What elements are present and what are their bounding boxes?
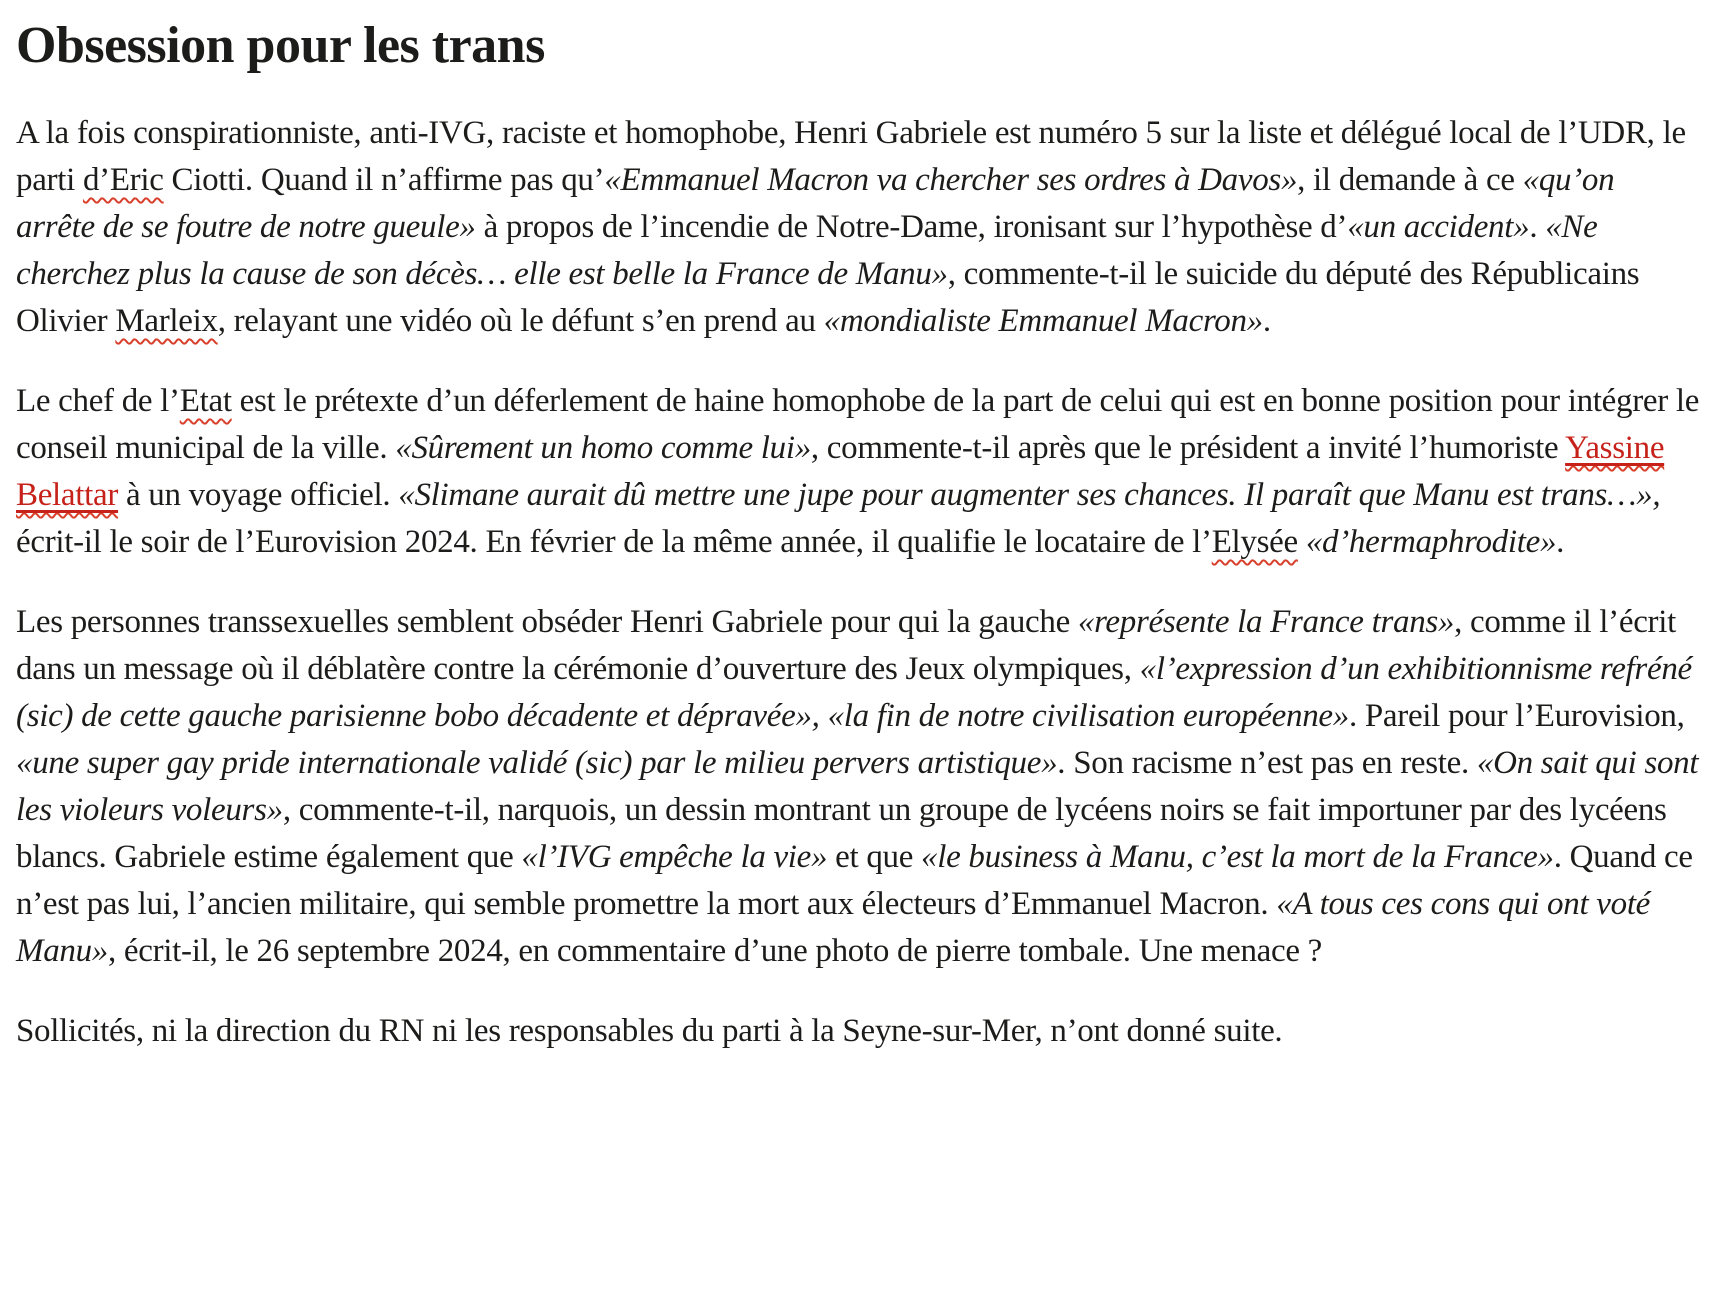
- quoted-text: «Emmanuel Macron va chercher ses ordres à Davos»: [604, 161, 1298, 198]
- text-segment: .: [1529, 208, 1546, 245]
- paragraph-3: [16, 599, 1700, 975]
- text-segment: à propos de l’incendie de Notre-Dame, ironisant sur l’hypothèse d’: [475, 208, 1348, 245]
- quoted-text: «Sûrement un homo comme lui»: [395, 429, 811, 466]
- paragraph-2: [16, 378, 1700, 566]
- article-title: Obsession pour les trans: [16, 17, 545, 74]
- quoted-text: «mondialiste Emmanuel Macron»: [823, 302, 1263, 339]
- misspelled-word: Etat: [179, 382, 232, 419]
- text-segment: , il demande à ce: [1297, 161, 1523, 198]
- quoted-text: «d’hermaphrodite»: [1305, 523, 1557, 560]
- quoted-text: «Ne cherchez plus la cause de son décès… elle est belle la France de Manu»: [16, 208, 1598, 292]
- quoted-text: «un accident»: [1347, 208, 1530, 245]
- text-segment: . Son racisme n’est pas en reste.: [1057, 744, 1477, 781]
- quoted-text: «On sait qui sont les violeurs voleurs»: [16, 744, 1699, 828]
- text-segment: .: [1262, 302, 1271, 339]
- text-segment: Les personnes transsexuelles semblent obséder Henri Gabriele pour qui la gauche: [16, 603, 1078, 640]
- quoted-text: «une super gay pride internationale validé (sic) par le milieu pervers artistique»: [16, 744, 1058, 781]
- quoted-text: «A tous ces cons qui ont voté Manu»: [16, 885, 1651, 969]
- quoted-text: «Slimane aurait dû mettre une jupe pour augmenter ses chances. Il paraît que Manu est trans…»,: [398, 476, 1661, 513]
- text-segment: et que: [827, 838, 922, 875]
- quoted-text: «l’IVG empêche la vie»: [521, 838, 828, 875]
- misspelled-word: Marleix: [115, 302, 218, 339]
- paragraph-4: [16, 1008, 1700, 1055]
- text-segment: . Quand ce n’est pas lui, l’ancien militaire, qui semble promettre la mort aux électeurs d’Emmanuel Macron.: [16, 838, 1693, 922]
- text-segment: , écrit-il, le 26 septembre 2024, en commentaire d’une photo de pierre tombale. Une menace ?: [108, 932, 1322, 969]
- text-segment: , comme il l’écrit dans un message où il déblatère contre la cérémonie d’ouverture des Jeux olympiques,: [16, 603, 1676, 687]
- misspelled-word: Elysée: [1211, 523, 1298, 560]
- quoted-text: «l’expression d’un exhibitionnisme refréné (sic) de cette gauche parisienne bobo décadente et dépravée», «la fin de notre civilisation européenne»: [16, 650, 1692, 734]
- quoted-text: «le business à Manu, c’est la mort de la France»: [921, 838, 1554, 875]
- text-segment: à un voyage officiel.: [118, 476, 399, 513]
- text-segment: Sollicités, ni la direction du RN ni les responsables du parti à la Seyne-sur-Mer, n’ont donné suite.: [16, 1012, 1283, 1049]
- text-segment: [1298, 524, 1306, 560]
- text-segment: , commente-t-il le suicide du député des Républicains Olivier: [16, 255, 1640, 339]
- text-segment: A la fois conspirationniste, anti-IVG, raciste et homophobe, Henri Gabriele est numéro 5 sur la liste et délégué local de l’UDR, le parti: [16, 114, 1686, 198]
- yassine-belattar-link[interactable]: Yassine Belattar: [16, 429, 1665, 513]
- misspelled-word: d’Eric: [82, 161, 164, 198]
- text-segment: , relayant une vidéo où le défunt s’en prend au: [217, 302, 824, 339]
- text-segment: Le chef de l’: [16, 382, 180, 419]
- quoted-text: «qu’on arrête de se foutre de notre gueule»: [16, 161, 1615, 245]
- article-body: [16, 110, 1700, 1055]
- quoted-text: «représente la France trans»: [1077, 603, 1455, 640]
- text-segment: , commente-t-il, narquois, un dessin montrant un groupe de lycéens noirs se fait importuner par des lycéens blancs. Gabriele estime également que: [16, 791, 1667, 875]
- text-segment: , commente-t-il après que le président a invité l’humoriste: [810, 429, 1566, 466]
- text-segment: Ciotti. Quand il n’affirme pas qu’: [163, 161, 605, 198]
- paragraph-1: [16, 110, 1700, 345]
- text-segment: écrit-il le soir de l’Eurovision 2024. En février de la même année, il qualifie le locataire de l’: [16, 523, 1212, 560]
- text-segment: .: [1556, 523, 1565, 560]
- text-segment: . Pareil pour l’Eurovision,: [1348, 697, 1685, 734]
- text-segment: est le prétexte d’un déferlement de haine homophobe de la part de celui qui est en bonne position pour intégrer le conseil municipal de la ville.: [16, 382, 1700, 466]
